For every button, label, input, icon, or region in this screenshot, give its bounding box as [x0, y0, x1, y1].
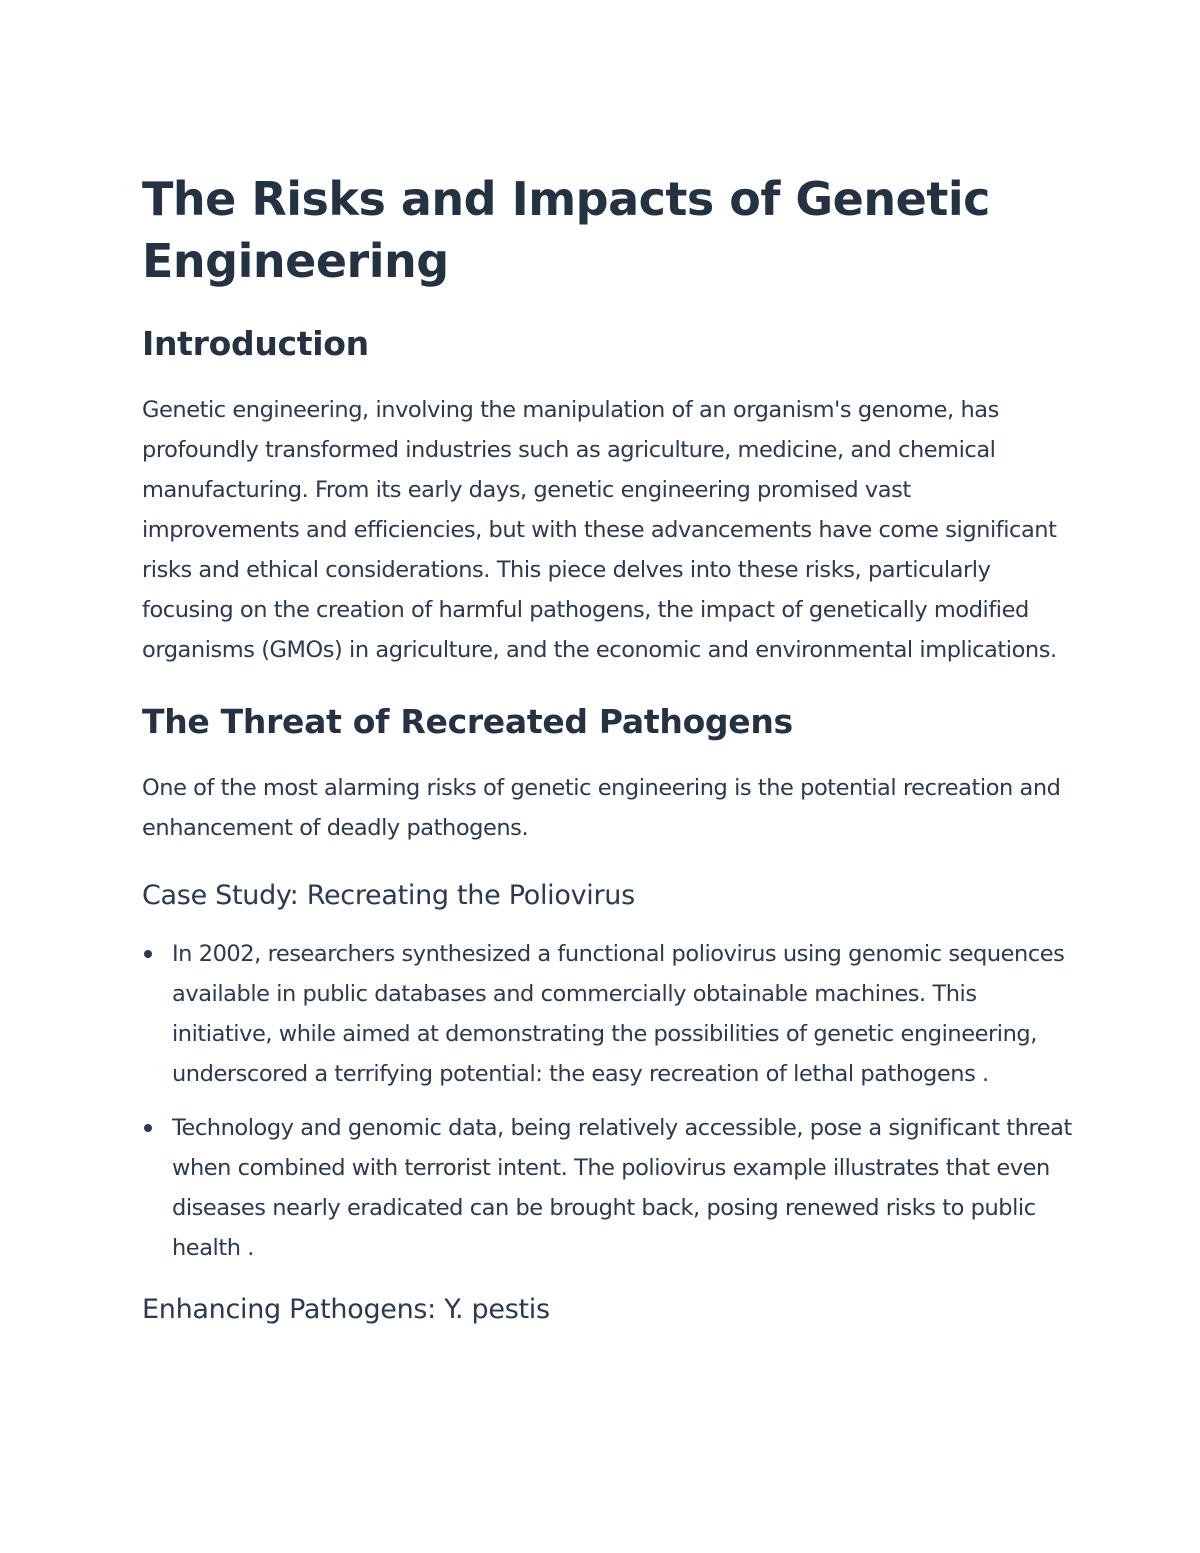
subsection-heading-y-pestis: Enhancing Pathogens: Y. pestis	[142, 1294, 550, 1325]
poliovirus-bullet-list	[142, 934, 1072, 1268]
list-item-text: In 2002, researchers synthesized a functional poliovirus using genomic sequences available in public databases and commercially obtainable machines. This initiative, while aimed at demonstrating the possibilities of genetic engineering, underscored a terrifying potential: the easy recreation of lethal pathogens .	[172, 941, 1065, 1087]
list-item	[142, 1108, 1072, 1268]
list-item	[142, 934, 1072, 1094]
introduction-paragraph: Genetic engineering, involving the manipulation of an organism's genome, has profoundly transformed industries such as agriculture, medicine, and chemical manufacturing. From its early days, genetic engineering promised vast improvements and efficiencies, but with these advancements have come significant risks and ethical considerations. This piece delves into these risks, particularly focusing on the creation of harmful pathogens, the impact of genetically modified organisms (GMOs) in agriculture, and the economic and environmental implications.	[142, 397, 1057, 663]
bullet-dot-icon	[144, 950, 152, 958]
list-item-text: Technology and genomic data, being relatively accessible, pose a significant threat when combined with terrorist intent. The poliovirus example illustrates that even diseases nearly eradicated can be brought back, posing renewed risks to public health .	[172, 1115, 1072, 1261]
bullet-dot-icon	[144, 1124, 152, 1132]
section-heading-introduction: Introduction	[142, 324, 369, 363]
document-title: The Risks and Impacts of Genetic Engineering	[142, 172, 990, 288]
document-page	[142, 168, 1072, 1348]
subsection-heading-poliovirus: Case Study: Recreating the Poliovirus	[142, 880, 635, 911]
recreated-pathogens-paragraph: One of the most alarming risks of genetic engineering is the potential recreation and enhancement of deadly pathogens.	[142, 775, 1061, 841]
section-heading-recreated-pathogens: The Threat of Recreated Pathogens	[142, 702, 793, 741]
